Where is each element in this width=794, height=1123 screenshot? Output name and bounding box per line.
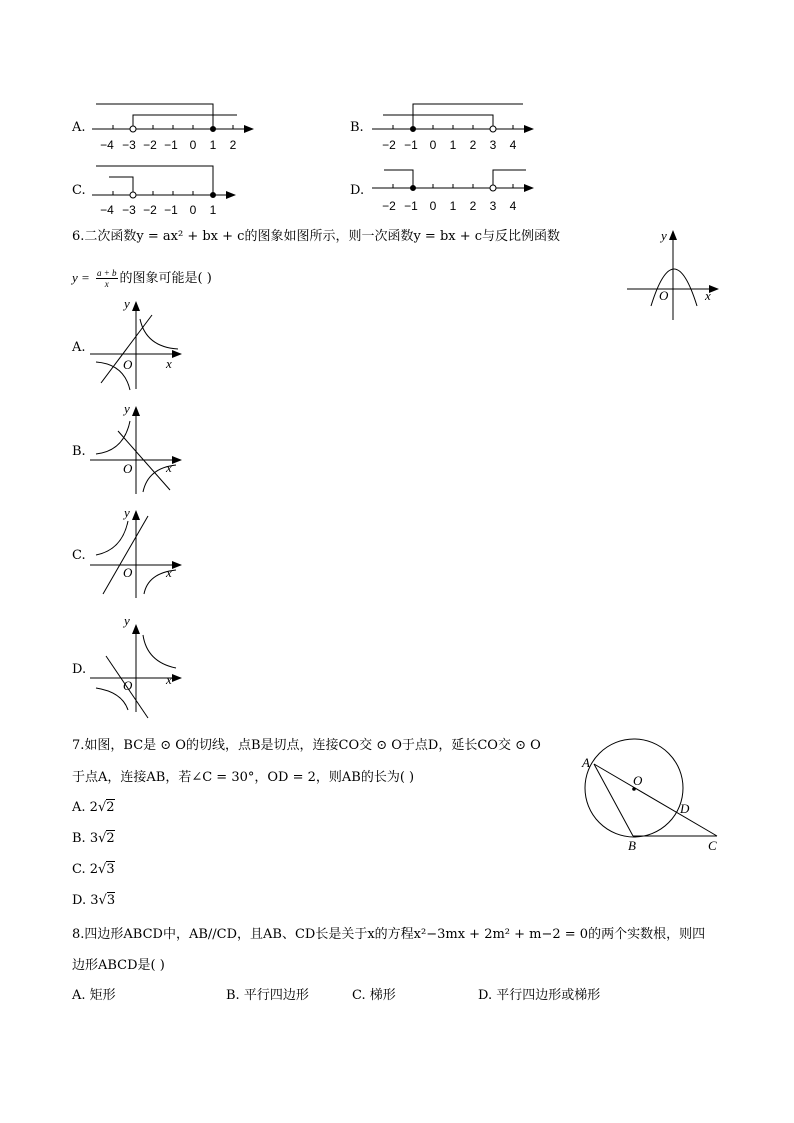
q6-c-origin: O — [123, 565, 133, 580]
q5-c-tick: 0 — [189, 203, 197, 217]
q5-option-a-label: A. — [72, 120, 86, 135]
q6-suffix: 的图象可能是( ) — [119, 271, 212, 286]
q6-c-y-label: y — [124, 505, 130, 520]
q5-b-tick: −2 — [382, 138, 396, 152]
q6-a-y-label: y — [124, 296, 130, 311]
q7-point-c: C — [708, 838, 717, 853]
q8-option-b — [226, 989, 309, 1002]
q5-c-tick: −4 — [100, 203, 114, 217]
q5-a-tick: 0 — [189, 138, 197, 152]
q7-option-label: B. — [72, 831, 86, 846]
q6-d-y-label: y — [124, 613, 130, 628]
q7-point-b: B — [628, 838, 636, 853]
q5-c-tick: −3 — [122, 203, 136, 217]
q6-a-x-label: x — [166, 356, 172, 371]
q8-question-line1: 8.四边形ABCD中，AB//CD，且AB、CD长是关于x的方程x²−3mx + 2m² + m−2 = 0的两个实数根，则四 — [72, 927, 706, 942]
q7-option-label: A. — [72, 800, 86, 815]
q6-b-y-label: y — [124, 401, 130, 416]
q6-question-line1: 6.二次函数y = ax² + bx + c的图象如图所示，则一次函数y = bx + c与反比例函数 — [72, 229, 561, 244]
q7-option-radicand: 3 — [106, 893, 116, 908]
q5-b-tick: 0 — [429, 138, 437, 152]
q7-option-radicand: 2 — [106, 831, 115, 846]
q5-c-tick: 1 — [209, 203, 217, 217]
q7-option-coef: 2 — [89, 862, 99, 877]
q5-option-d-label: D. — [350, 183, 365, 198]
q7-option-radicand: 2 — [106, 800, 115, 815]
q7-point-a: A — [582, 755, 590, 770]
q5-a-tick: −4 — [100, 138, 114, 152]
q5-d-tick: 4 — [509, 199, 517, 213]
q8-option-a — [72, 989, 116, 1002]
q5-b-tick: 1 — [449, 138, 457, 152]
q6-main-x-label: x — [705, 288, 711, 303]
q6-d-origin: O — [123, 678, 133, 693]
q7-option-coef: 2 — [89, 800, 98, 815]
q8-option-text: 平行四边形或梯形 — [496, 988, 601, 1003]
q6-b-origin: O — [123, 461, 133, 476]
q8-option-label: C. — [352, 988, 366, 1003]
q5-a-tick: 1 — [209, 138, 217, 152]
q6-frac-den: x — [104, 279, 109, 289]
q6-option-d-label: D. — [72, 662, 87, 677]
q5-b-tick: −1 — [404, 138, 418, 152]
q5-a-tick: 2 — [229, 138, 237, 152]
q8-option-text: 梯形 — [369, 988, 396, 1003]
q5-option-c-label: C. — [72, 183, 86, 198]
q6-a-origin: O — [123, 357, 133, 372]
q6-main-origin: O — [659, 288, 669, 303]
q6-option-c-label: C. — [72, 548, 86, 563]
q7-point-d: D — [680, 801, 690, 816]
q7-option-label: D. — [72, 893, 87, 908]
q6-main-y-label: y — [661, 228, 667, 243]
q8-option-label: B. — [226, 988, 240, 1003]
q6-option-b-label: B. — [72, 444, 86, 459]
q8-question-line2: 边形ABCD是( ) — [72, 958, 165, 973]
q6-d-x-label: x — [166, 672, 172, 687]
q5-d-tick: 0 — [429, 199, 437, 213]
q7-question-line2: 于点A，连接AB，若∠C = 30°，OD = 2，则AB的长为( ) — [72, 770, 415, 785]
q7-option-label: C. — [72, 862, 86, 877]
q7-question-line1: 7.如图，BC是 ⊙ O的切线，点B是切点，连接CO交 ⊙ O于点D，延长CO交 ⊙ O — [72, 738, 541, 753]
q5-b-tick: 2 — [469, 138, 477, 152]
q5-c-tick: −1 — [164, 203, 178, 217]
q6-frac-num: a + b — [96, 268, 117, 278]
q7-option-coef: 3 — [90, 893, 99, 908]
q5-d-tick: 3 — [489, 199, 497, 213]
q5-option-b-label: B. — [350, 120, 364, 135]
q5-d-tick: −1 — [404, 199, 418, 213]
q5-a-tick: −1 — [164, 138, 178, 152]
q8-option-label: D. — [478, 988, 493, 1003]
q7-option-coef: 3 — [89, 831, 99, 846]
q7-option-radicand: 3 — [106, 862, 115, 877]
q8-option-d — [478, 989, 600, 1002]
q6-option-a-label: A. — [72, 340, 86, 355]
q5-d-tick: 1 — [449, 199, 457, 213]
q8-option-text: 平行四边形 — [243, 988, 309, 1003]
q5-b-tick: 3 — [489, 138, 497, 152]
q7-point-o: O — [633, 773, 643, 788]
q6-prefix: y = — [72, 270, 90, 285]
q6-b-x-label: x — [166, 460, 172, 475]
q5-a-tick: −3 — [122, 138, 136, 152]
q8-option-label: A. — [72, 988, 86, 1003]
sqrt-icon: √ — [97, 800, 107, 815]
q8-option-c — [352, 989, 396, 1002]
sqrt-icon: √ — [98, 862, 107, 877]
q5-d-tick: 2 — [469, 199, 477, 213]
q5-a-tick: −2 — [143, 138, 157, 152]
q5-b-tick: 4 — [509, 138, 517, 152]
q6-c-x-label: x — [166, 565, 172, 580]
q5-d-tick: −2 — [382, 199, 396, 213]
sqrt-icon: √ — [98, 831, 107, 846]
q8-option-text: 矩形 — [89, 988, 116, 1003]
q5-c-tick: −2 — [143, 203, 157, 217]
sqrt-icon: √ — [98, 893, 107, 908]
